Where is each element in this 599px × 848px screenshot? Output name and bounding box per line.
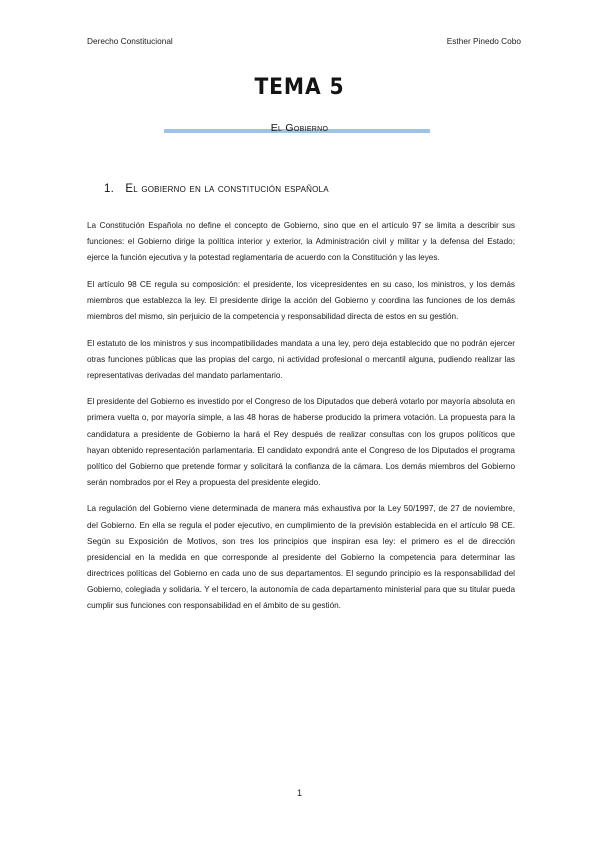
page-title: TEMA 5	[254, 75, 345, 100]
body-text	[87, 218, 515, 625]
paragraph: El estatuto de los ministros y sus incompatibilidades mandata a una ley, pero deja establecido que no podrán ejercer otras funciones públicas que las propias del cargo, ni actividad profesional o mercantil alguna, pudiendo realizar las representativas derivadas del mandato parlamentario.	[87, 338, 515, 380]
header-author: Esther Pinedo Cobo	[446, 36, 521, 46]
paragraph: El artículo 98 CE regula su composición: el presidente, los vicepresidentes en su caso, los ministros, y los demás miembros que establezca la ley. El presidente dirige la acción del Gobierno y coordina las funciones de los demás miembros del mismo, sin perjuicio de la competencia y responsabilidad directa de estos en su gestión.	[87, 279, 515, 321]
page-number: 1	[296, 788, 302, 798]
section-heading	[104, 183, 329, 195]
paragraph: El presidente del Gobierno es investido por el Congreso de los Diputados que deberá votarlo por mayoría absoluta en primera vuelta o, por mayoría simple, a las 48 horas de haberse producido la primera votación. La propuesta para la candidatura a presidente de Gobierno la hará el Rey después de realizar consultas con los grupos políticos que hayan obtenido representación parlamentaria. El candidato expondrá ante el Congreso de los Diputados el programa político del Gobierno que pretende formar y solicitará la confianza de la cámara. Los demás miembros del Gobierno serán nombrados por el Rey a propuesta del presidente elegido.	[87, 397, 515, 487]
header-course: Derecho Constitucional	[87, 36, 173, 46]
section-title: El gobierno en la constitución española	[125, 183, 329, 195]
page-subtitle: El Gobierno	[270, 122, 329, 134]
paragraph: La Constitución Española no define el concepto de Gobierno, sino que en el artículo 97 se limita a describir sus funciones: el Gobierno dirige la política interior y exterior, la Administración civil y militar y la defensa del Estado; ejerce la función ejecutiva y la potestad reglamentaria de acuerdo con la Constitución y las leyes.	[87, 221, 515, 263]
section-number: 1.	[104, 183, 114, 195]
paragraph: La regulación del Gobierno viene determinada de manera más exhaustiva por la Ley 50/1997, de 27 de noviembre, del Gobierno. En ella se regula el poder ejecutivo, en cumplimiento de la previsión establecida en el artículo 98 CE. Según su Exposición de Motivos, son tres los principios que inspiran esa ley: el primero es el de dirección presidencial en la medida en que corresponde al presidente del Gobierno la competencia para determinar las directrices políticas del Gobierno en cada uno de sus departamentos. El segundo principio es la responsabilidad del Gobierno, colegiada y solidaria. Y el tercero, la autonomía de cada departamento ministerial para que su titular pueda cumplir sus funciones con responsabilidad en el ámbito de su gestión.	[87, 504, 515, 610]
